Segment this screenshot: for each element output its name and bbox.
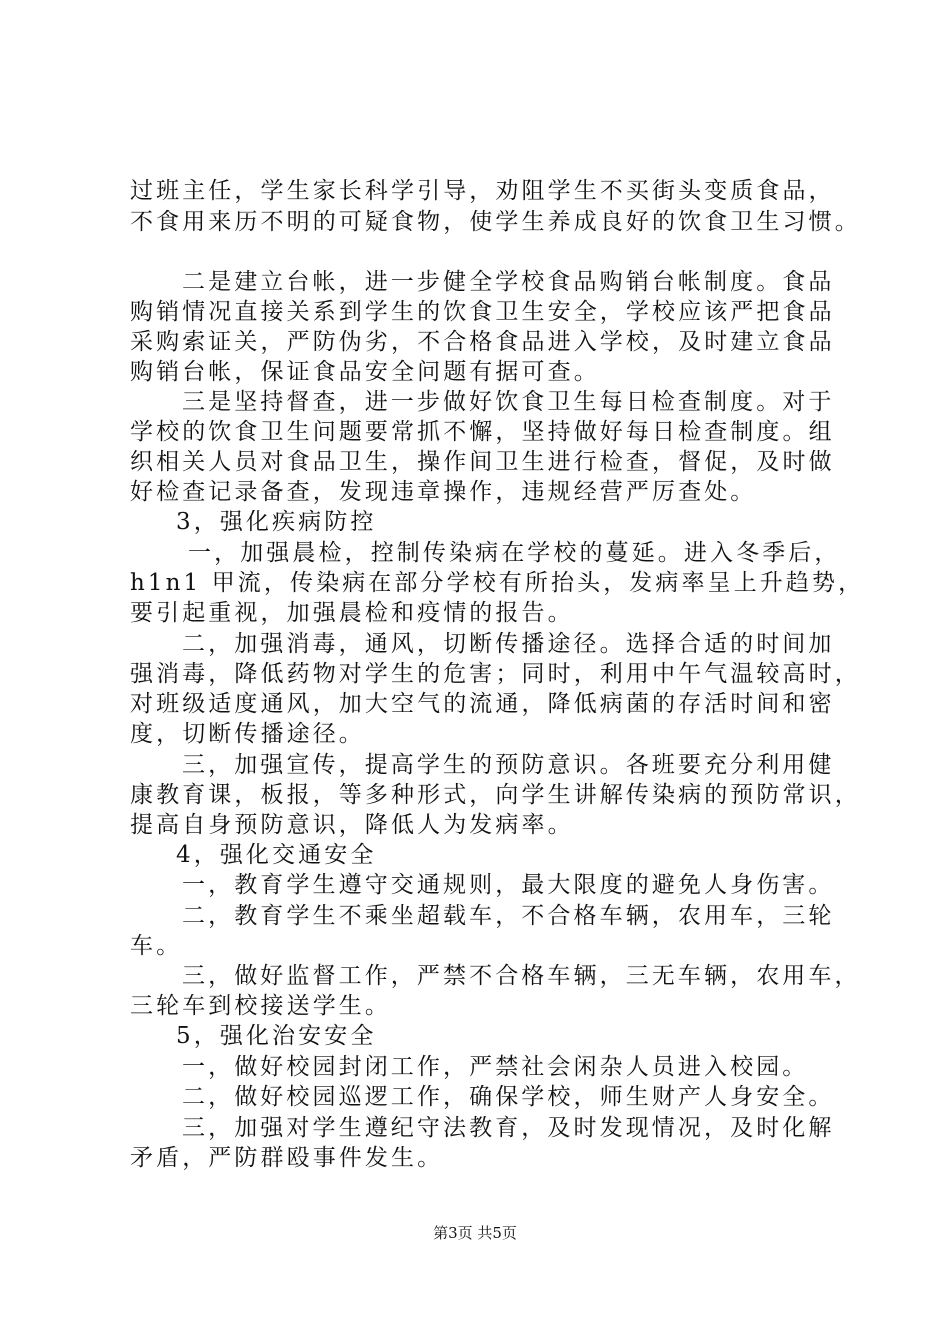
text-line: 三轮车到校接送学生。 bbox=[130, 993, 391, 1019]
text-line: 三，做好监督工作，严禁不合格车辆，三无车辆，农用车， bbox=[182, 963, 861, 989]
text-line: 二，做好校园巡逻工作，确保学校，师生财产人身安全。 bbox=[182, 1084, 835, 1110]
text-line: 三是坚持督查，进一步做好饮食卫生每日检查制度。对于 bbox=[182, 389, 835, 415]
text-line: 过班主任，学生家长科学引导，劝阻学生不买街头变质食品， bbox=[130, 178, 835, 204]
text-line: 购销台帐，保证食品安全问题有据可查。 bbox=[130, 359, 600, 385]
text-line: 一，加强晨检，控制传染病在学校的蔓延。进入冬季后， bbox=[188, 540, 841, 566]
text-line: 好检查记录备查，发现违章操作，违规经营严厉查处。 bbox=[130, 479, 757, 505]
section-heading: 4，强化交通安全 bbox=[176, 842, 377, 868]
text-line: 学校的饮食卫生问题要常抓不懈，坚持做好每日检查制度。组 bbox=[130, 419, 835, 445]
text-line: 购销情况直接关系到学生的饮食卫生安全，学校应该严把食品 bbox=[130, 299, 835, 325]
page-number: 第3页 共5页 bbox=[433, 1224, 517, 1242]
section-heading: 3，强化疾病防控 bbox=[176, 509, 377, 535]
text-line: 对班级适度通风，加大空气的流通，降低病菌的存活时间和密 bbox=[130, 691, 835, 717]
text-line: 康教育课，板报，等多种形式，向学生讲解传染病的预防常识， bbox=[130, 782, 861, 808]
text-line: 一，做好校园封闭工作，严禁社会闲杂人员进入校园。 bbox=[182, 1054, 809, 1080]
text-line: 二，加强消毒，通风，切断传播途径。选择合适的时间加 bbox=[182, 631, 835, 657]
text-line: 采购索证关，严防伪劣，不合格食品进入学校，及时建立食品 bbox=[130, 329, 835, 355]
text-line: 要引起重视，加强晨检和疫情的报告。 bbox=[130, 600, 574, 626]
text-line: 提高自身预防意识，降低人为发病率。 bbox=[130, 812, 574, 838]
section-heading: 5，强化治安安全 bbox=[176, 1023, 377, 1049]
text-line: 强消毒，降低药物对学生的危害；同时，利用中午气温较高时， bbox=[130, 661, 861, 687]
text-line: 二是建立台帐，进一步健全学校食品购销台帐制度。食品 bbox=[182, 269, 835, 295]
text-line: 车。 bbox=[130, 933, 183, 959]
text-line: 三，加强宣传，提高学生的预防意识。各班要充分利用健 bbox=[182, 752, 835, 778]
text-line: 度，切断传播途径。 bbox=[130, 721, 365, 747]
text-line: 不食用来历不明的可疑食物，使学生养成良好的饮食卫生习惯。 bbox=[130, 209, 861, 235]
text-line: 二，教育学生不乘坐超载车，不合格车辆，农用车，三轮 bbox=[182, 903, 835, 929]
text-line: 织相关人员对食品卫生，操作间卫生进行检查，督促，及时做 bbox=[130, 449, 835, 475]
text-line: 三，加强对学生遵纪守法教育，及时发现情况，及时化解 bbox=[182, 1115, 835, 1141]
text-line: 矛盾，严防群殴事件发生。 bbox=[130, 1145, 444, 1171]
text-line: 一，教育学生遵守交通规则，最大限度的避免人身伤害。 bbox=[182, 872, 835, 898]
text-line: h1n1 甲流，传染病在部分学校有所抬头，发病率呈上升趋势， bbox=[130, 570, 865, 596]
